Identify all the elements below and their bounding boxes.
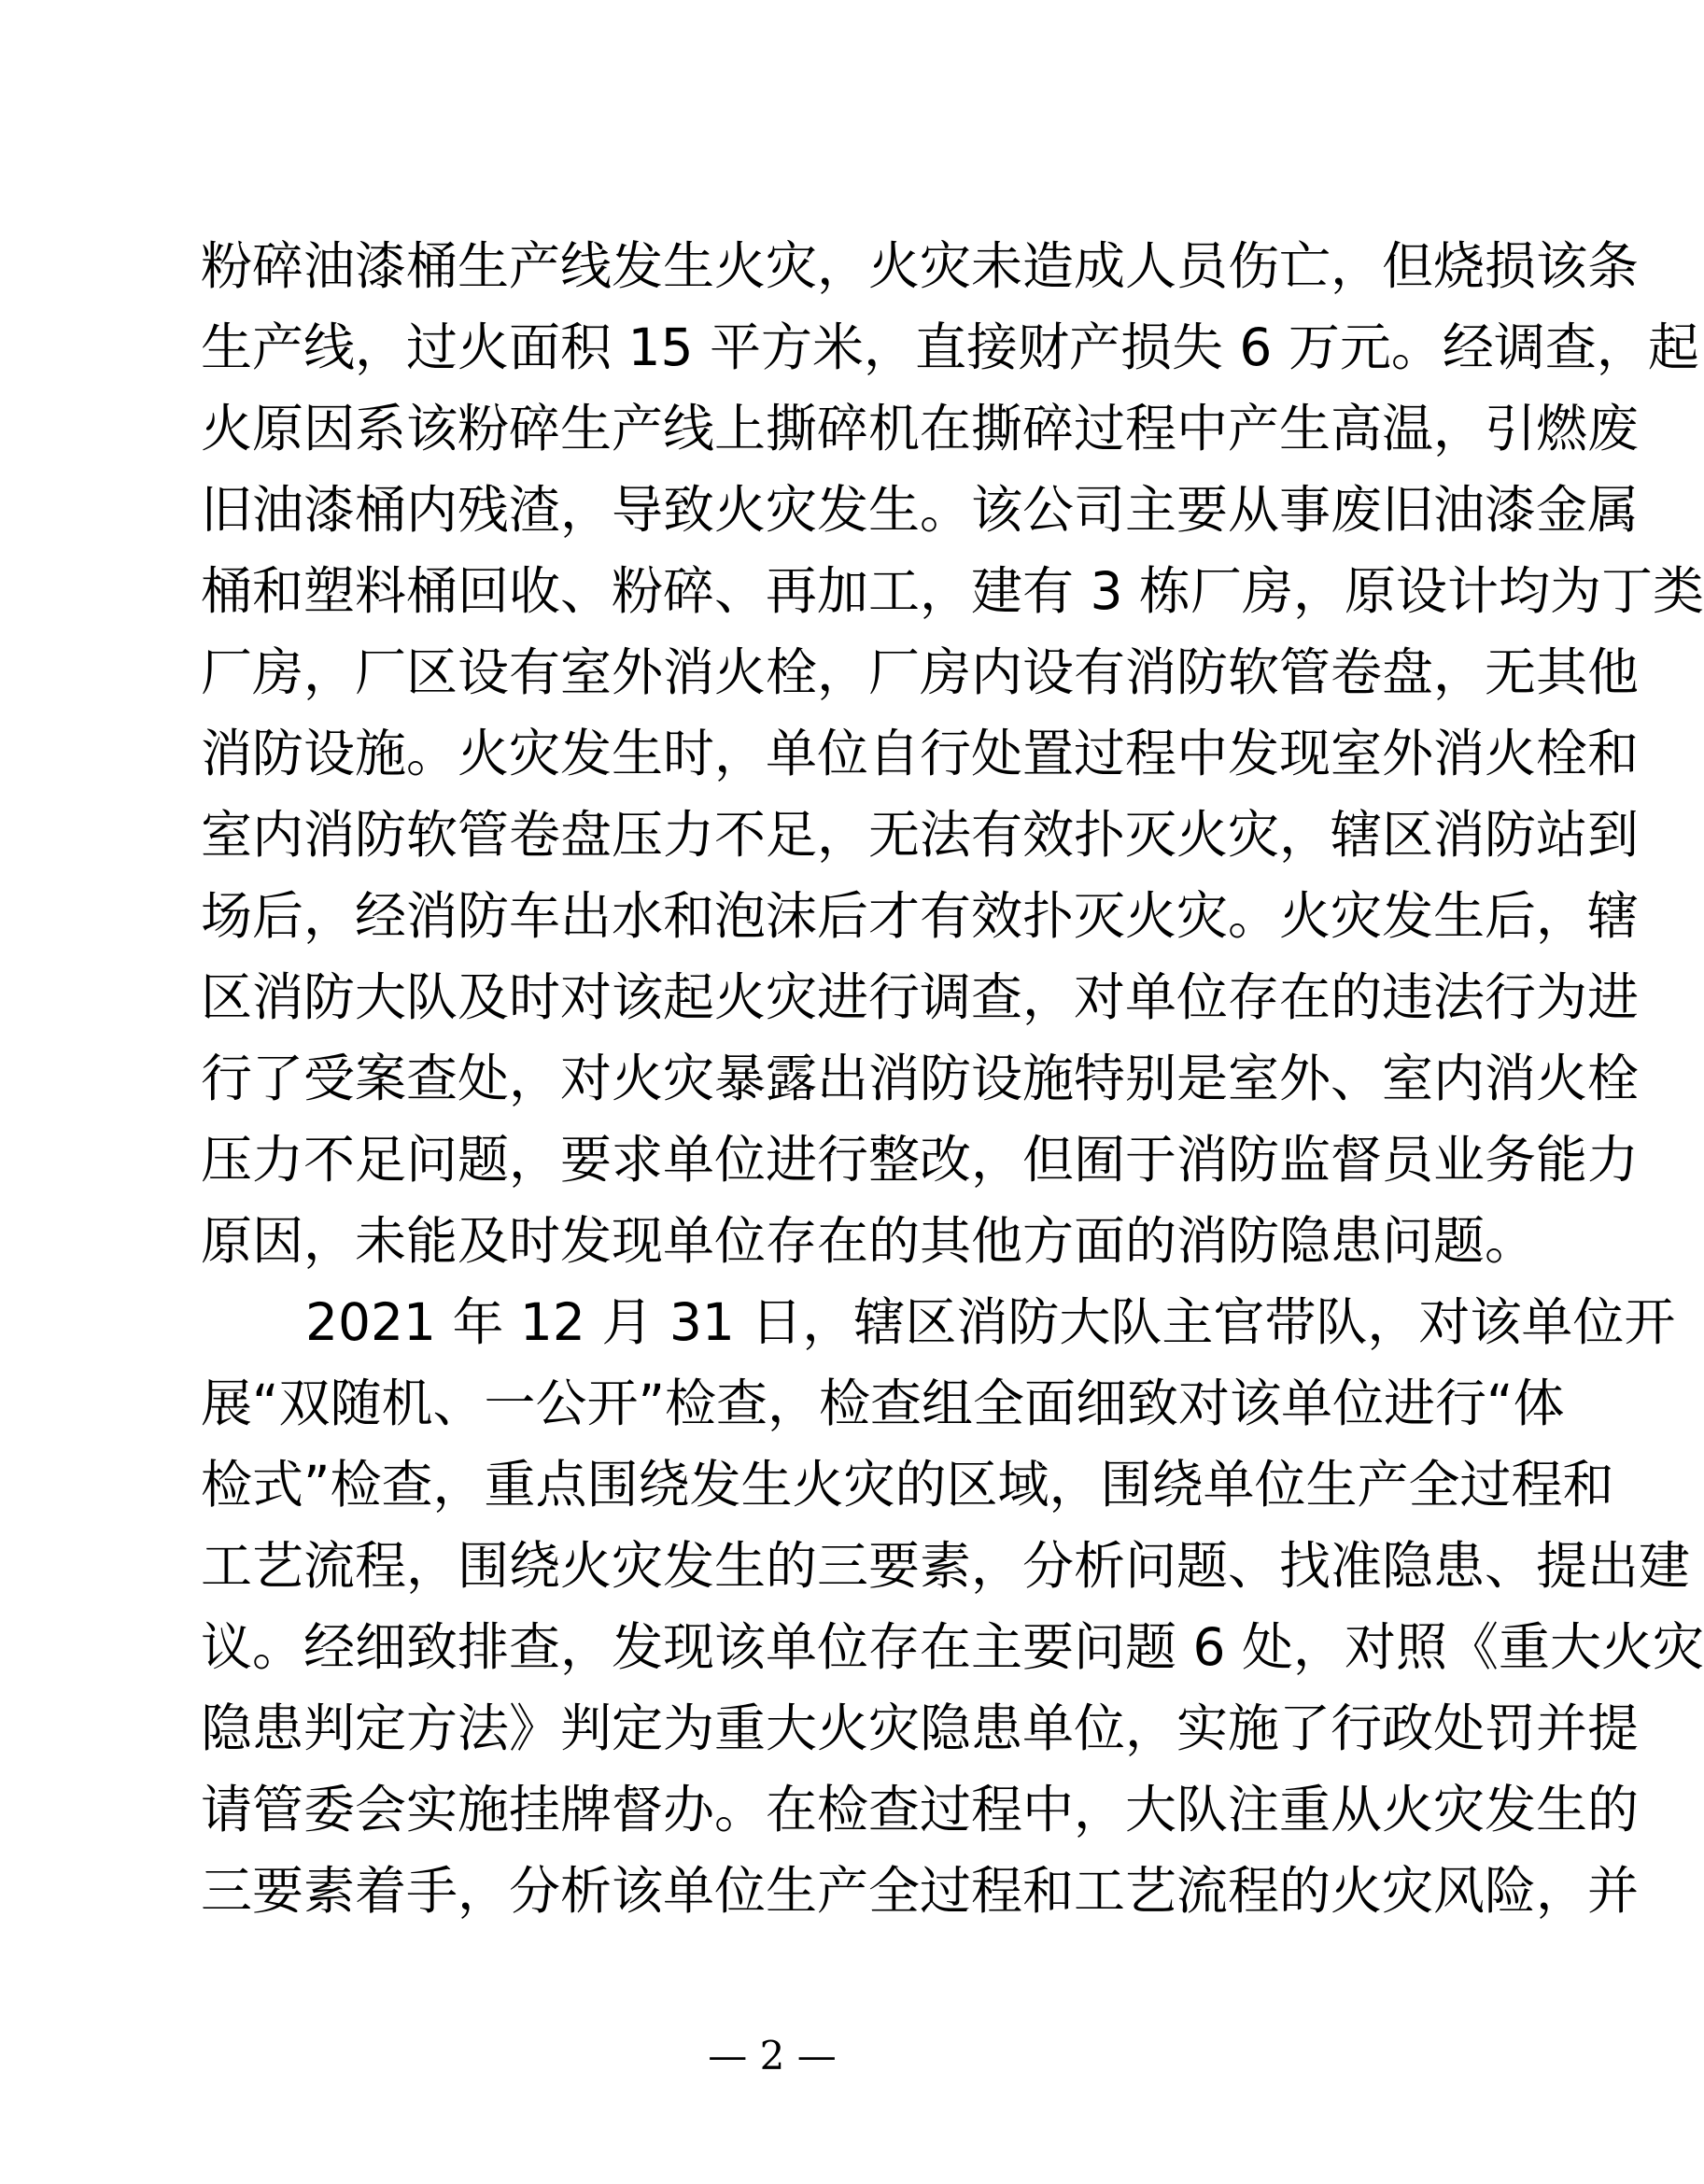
text-line: 室内消防软管卷盘压力不足，无法有效扑灭火灾，辖区消防站到 xyxy=(201,805,1640,865)
text-line: 行了受案查处，对火灾暴露出消防设施特别是室外、室内消火栓 xyxy=(201,1049,1640,1108)
text-line: 生产线，过火面积 15 平方米，直接财产损失 6 万元。经调查，起 xyxy=(201,317,1699,377)
paragraph xyxy=(201,226,1704,1282)
text-line: 厂房，厂区设有室外消火栓，厂房内设有消防软管卷盘，无其他 xyxy=(201,642,1640,702)
text-line: 桶和塑料桶回收、粉碎、再加工，建有 3 栋厂房，原设计均为丁类 xyxy=(201,561,1704,621)
text-line: 展“双随机、一公开”检查，检查组全面细致对该单位进行“体 xyxy=(201,1374,1565,1433)
text-line: 压力不足问题，要求单位进行整改，但囿于消防监督员业务能力 xyxy=(201,1130,1640,1190)
text-line: 三要素着手，分析该单位生产全过程和工艺流程的火灾风险，并 xyxy=(201,1861,1640,1921)
text-line: 检式”检查，重点围绕发生火灾的区域，围绕单位生产全过程和 xyxy=(201,1455,1614,1515)
text-line: 议。经细致排查，发现该单位存在主要问题 6 处，对照《重大火灾 xyxy=(201,1617,1704,1677)
text-line: 隐患判定方法》判定为重大火灾隐患单位，实施了行政处罚并提 xyxy=(201,1698,1640,1758)
text-line: 粉碎油漆桶生产线发生火灾，火灾未造成人员伤亡，但烧损该条 xyxy=(201,236,1640,296)
text-line: 原因，未能及时发现单位存在的其他方面的消防隐患问题。 xyxy=(201,1211,1537,1271)
text-line: 消防设施。火灾发生时，单位自行处置过程中发现室外消火栓和 xyxy=(201,724,1640,783)
text-line: 场后，经消防车出水和泡沫后才有效扑灭火灾。火灾发生后，辖 xyxy=(201,886,1640,946)
text-line: 请管委会实施挂牌督办。在检查过程中，大队注重从火灾发生的 xyxy=(201,1780,1640,1839)
paragraph xyxy=(201,1282,1704,1932)
document-body xyxy=(201,226,1704,1932)
page-number: — 2 — xyxy=(708,2033,837,2078)
text-line: 区消防大队及时对该起火灾进行调查，对单位存在的违法行为进 xyxy=(201,967,1640,1027)
text-line: 2021 年 12 月 31 日，辖区消防大队主官带队，对该单位开 xyxy=(305,1292,1676,1352)
text-line: 旧油漆桶内残渣，导致火灾发生。该公司主要从事废旧油漆金属 xyxy=(201,480,1640,540)
text-line: 工艺流程，围绕火灾发生的三要素，分析问题、找准隐患、提出建 xyxy=(201,1536,1691,1596)
text-line: 火原因系该粉碎生产线上撕碎机在撕碎过程中产生高温，引燃废 xyxy=(201,399,1640,458)
